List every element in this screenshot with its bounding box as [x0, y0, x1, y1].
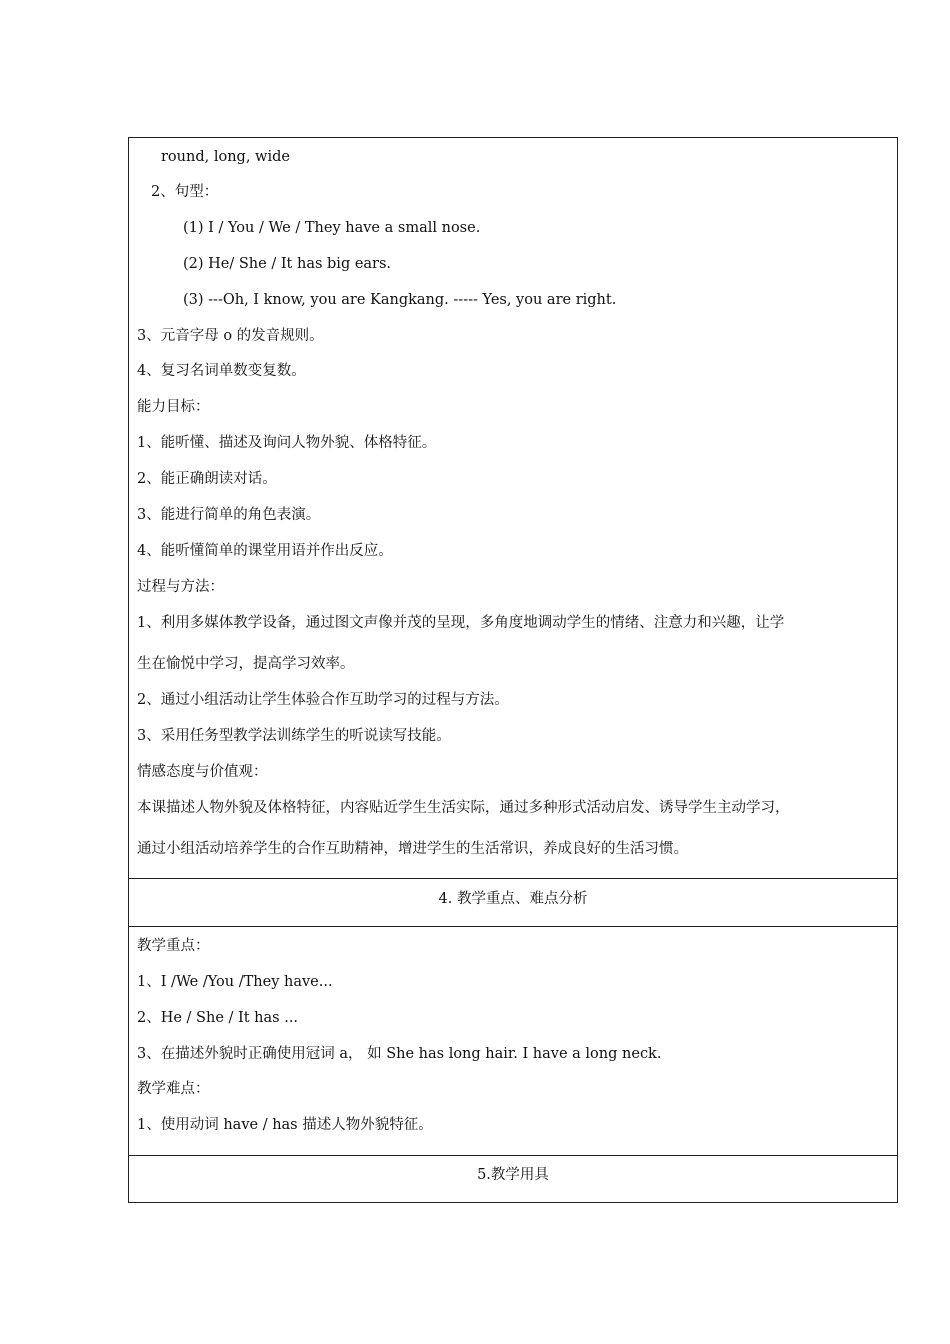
section-heading-4: 4. 教学重点、难点分析: [438, 891, 588, 907]
text-line: 通过小组活动培养学生的合作互助精神，增进学生的生活常识，养成良好的生活习惯。: [137, 841, 688, 857]
text-line: (3) ---Oh, I know, you are Kangkang. ----- Yes, you are right.: [183, 292, 617, 308]
text-line: 4、复习名词单数变复数。: [137, 363, 306, 379]
text-line: 4、能听懂简单的课堂用语并作出反应。: [137, 543, 393, 559]
text-line: 1、利用多媒体教学设备，通过图文声像并茂的呈现，多角度地调动学生的情绪、注意力和兴趣，让学: [137, 615, 785, 631]
text-line: 3、在描述外貌时正确使用冠词 a， 如 She has long hair. I have a long neck.: [137, 1046, 662, 1062]
text-line: (1) I / You / We / They have a small nose.: [183, 220, 481, 236]
text-line: 3、能进行简单的角色表演。: [137, 507, 321, 523]
subheading-ability: 能力目标：: [137, 399, 210, 415]
lesson-plan-table: [128, 137, 898, 1203]
text-line: 1、使用动词 have / has 描述人物外貌特征。: [137, 1117, 433, 1133]
text-line: 2、He / She / It has ...: [137, 1010, 299, 1026]
heading-cell-5: [129, 1156, 898, 1203]
text-line: 3、元音字母 o 的发音规则。: [137, 328, 324, 344]
heading-cell-4: [129, 879, 898, 927]
text-line: 1、I /We /You /They have...: [137, 974, 333, 990]
text-line: (2) He/ She / It has big ears.: [183, 256, 392, 272]
text-line: round, long, wide: [161, 149, 290, 165]
text-line: 2、能正确朗读对话。: [137, 471, 277, 487]
subheading-difficulty: 教学难点：: [137, 1081, 210, 1097]
section-heading-5: 5.教学用具: [477, 1167, 549, 1183]
subheading-attitude: 情感态度与价值观：: [137, 764, 268, 780]
key-points-cell: [129, 927, 898, 1156]
subheading-process: 过程与方法：: [137, 579, 224, 595]
text-line: 本课描述人物外貌及体格特征，内容贴近学生生活实际，通过多种形式活动启发、诱导学生主动学习，: [137, 800, 790, 816]
text-line: 生在愉悦中学习，提高学习效率。: [137, 656, 355, 672]
objectives-cell: [129, 138, 898, 879]
text-line: 2、通过小组活动让学生体验合作互助学习的过程与方法。: [137, 692, 509, 708]
text-line: 1、能听懂、描述及询问人物外貌、体格特征。: [137, 435, 437, 451]
text-line: 2、句型：: [151, 184, 219, 200]
text-line: 3、采用任务型教学法训练学生的听说读写技能。: [137, 728, 451, 744]
subheading-key-points: 教学重点：: [137, 938, 210, 954]
